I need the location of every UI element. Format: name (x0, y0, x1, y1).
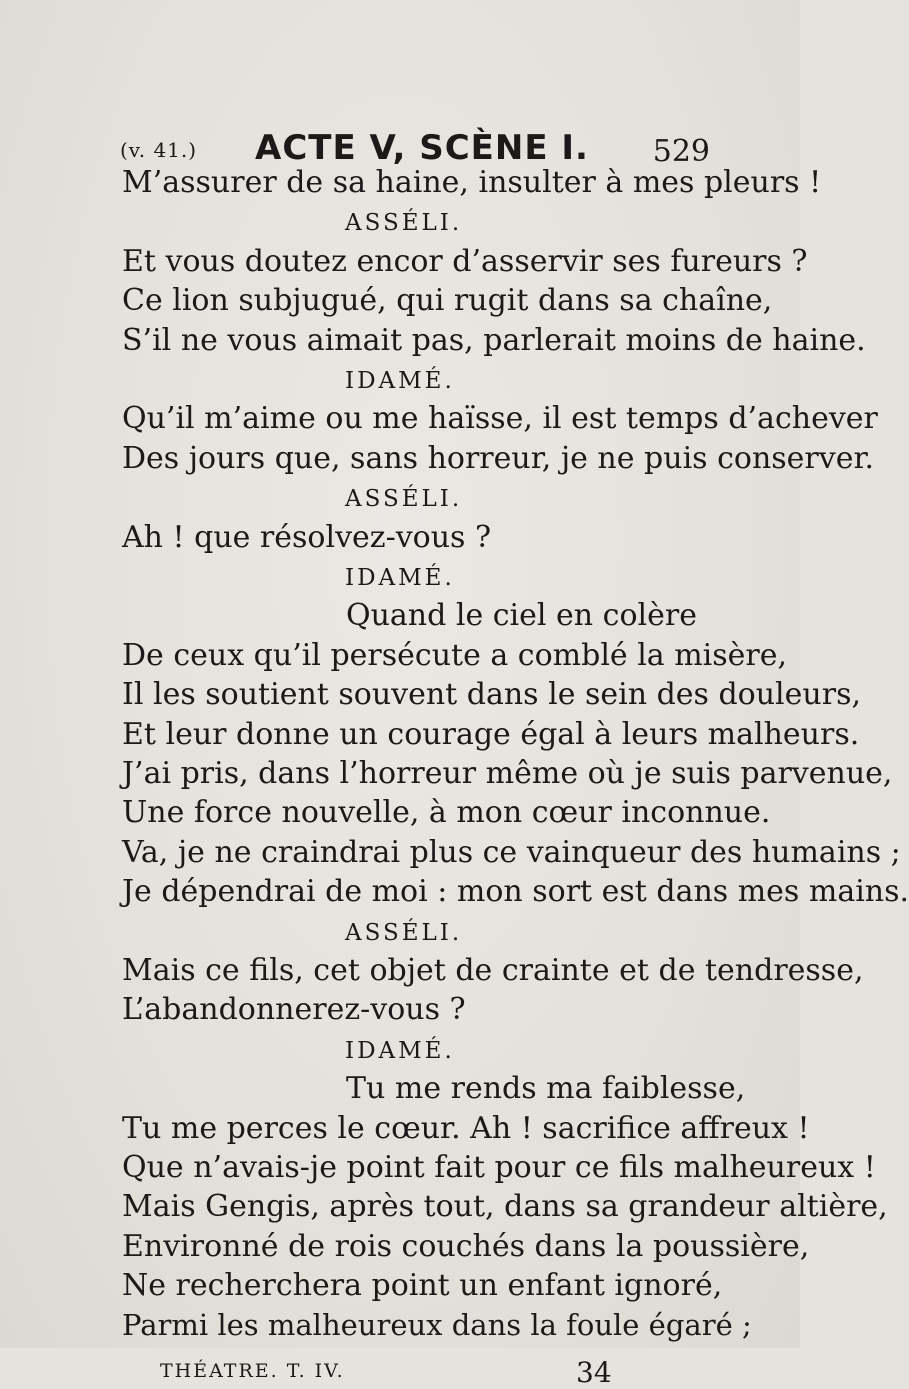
verse-line: Je dépendrai de moi : mon sort est dans mes mains. (122, 874, 909, 909)
verse-line: J’ai pris, dans l’horreur même où je suis parvenue, (122, 756, 893, 791)
verse-line: Tu me rends ma faiblesse, (346, 1071, 746, 1106)
speaker-name: ASSÉLI. (345, 210, 463, 236)
verse-reference: (v. 41.) (120, 138, 198, 162)
verse-line: Ah ! que résolvez-vous ? (122, 520, 492, 555)
verse-line: L’abandonnerez-vous ? (122, 992, 466, 1027)
signature-number: 34 (576, 1356, 612, 1389)
verse-line: Quand le ciel en colère (346, 598, 697, 633)
speaker-name: ASSÉLI. (345, 486, 463, 512)
verse-line: Ce lion subjugué, qui rugit dans sa chaîne, (122, 283, 773, 318)
verse-line: Que n’avais-je point fait pour ce fils malheureux ! (122, 1150, 876, 1185)
verse-line: Tu me perces le cœur. Ah ! sacrifice affreux ! (122, 1111, 810, 1146)
signature-footer (160, 1356, 690, 1388)
verse-line: Ne recherchera point un enfant ignoré, (122, 1268, 723, 1303)
verse-line: S’il ne vous aimait pas, parlerait moins de haine. (122, 323, 866, 358)
verse-line: Et leur donne un courage égal à leurs malheurs. (122, 717, 860, 752)
verse-line: Environné de rois couchés dans la poussière, (122, 1229, 810, 1264)
speaker-name: IDAMÉ. (345, 368, 455, 394)
speaker-name: IDAMÉ. (345, 1038, 455, 1064)
verse-line: De ceux qu’il persécute a comblé la misère, (122, 638, 788, 673)
verse-line: M’assurer de sa haine, insulter à mes pleurs ! (122, 165, 822, 200)
speaker-name: IDAMÉ. (345, 565, 455, 591)
verse-line: Il les soutient souvent dans le sein des douleurs, (122, 677, 861, 712)
signature-mark: THÉATRE. T. IV. (160, 1360, 345, 1382)
speaker-name: ASSÉLI. (345, 920, 463, 946)
page-number: 529 (652, 134, 710, 169)
verse-line: Mais ce fils, cet objet de crainte et de tendresse, (122, 953, 864, 988)
verse-line: Mais Gengis, après tout, dans sa grandeur altière, (122, 1189, 888, 1224)
verse-line: Des jours que, sans horreur, je ne puis conserver. (122, 441, 875, 476)
verse-line: Une force nouvelle, à mon cœur inconnue. (122, 795, 771, 830)
verse-line: Parmi les malheureux dans la foule égaré ; (122, 1308, 752, 1342)
act-scene-title: ACTE V, SCÈNE I. (255, 128, 589, 168)
verse-line: Qu’il m’aime ou me haïsse, il est temps d’achever (122, 401, 878, 436)
verse-line: Va, je ne craindrai plus ce vainqueur des humains ; (122, 835, 901, 870)
verse-line: Et vous doutez encor d’asservir ses fureurs ? (122, 244, 808, 279)
